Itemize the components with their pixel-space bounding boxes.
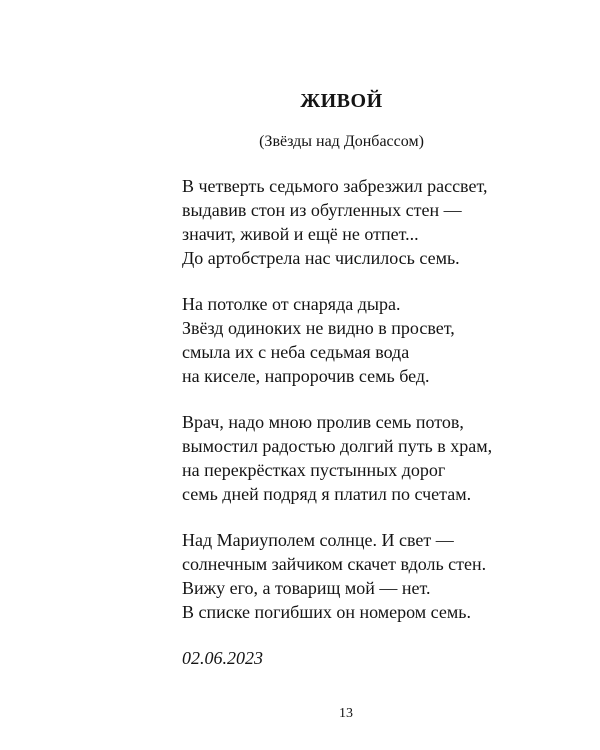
poem-line: Вижу его, а товарищ мой — нет.: [182, 578, 431, 598]
poem-line: семь дней подряд я платил по счетам.: [182, 484, 472, 504]
poem-line: значит, живой и ещё не отпет...: [182, 224, 419, 244]
poem-line: В списке погибших он номером семь.: [182, 602, 471, 622]
poem-line: смыла их с неба седьмая вода: [182, 342, 410, 362]
poem-line: вымостил радостью долгий путь в храм,: [182, 436, 493, 456]
poem-line: До артобстрела нас числилось семь.: [182, 248, 460, 268]
poem-line: Над Мариуполем солнце. И свет —: [182, 530, 454, 550]
poem-line: В четверть седьмого забрезжил рассвет,: [182, 176, 488, 196]
poem-line: выдавив стон из обугленных стен —: [182, 200, 462, 220]
poem-subtitle: (Звёзды над Донбассом): [259, 133, 424, 150]
stanza-4: [182, 528, 582, 624]
stanza-1: [182, 174, 582, 270]
poem-line: солнечным зайчиком скачет вдоль стен.: [182, 554, 487, 574]
poem-line: на киселе, напророчив семь бед.: [182, 366, 430, 386]
poem-line: на перекрёстках пустынных дорог: [182, 460, 446, 480]
poem-date: 02.06.2023: [182, 648, 263, 668]
poem-body: [182, 174, 582, 670]
stanza-3: [182, 410, 582, 506]
poem-title: ЖИВОЙ: [300, 90, 383, 112]
poem-line: Звёзд одиноких не видно в просвет,: [182, 318, 455, 338]
page-number: 13: [339, 706, 353, 721]
poem-line: Врач, надо мною пролив семь потов,: [182, 412, 464, 432]
stanza-2: [182, 292, 582, 388]
poem-line: На потолке от снаряда дыра.: [182, 294, 401, 314]
